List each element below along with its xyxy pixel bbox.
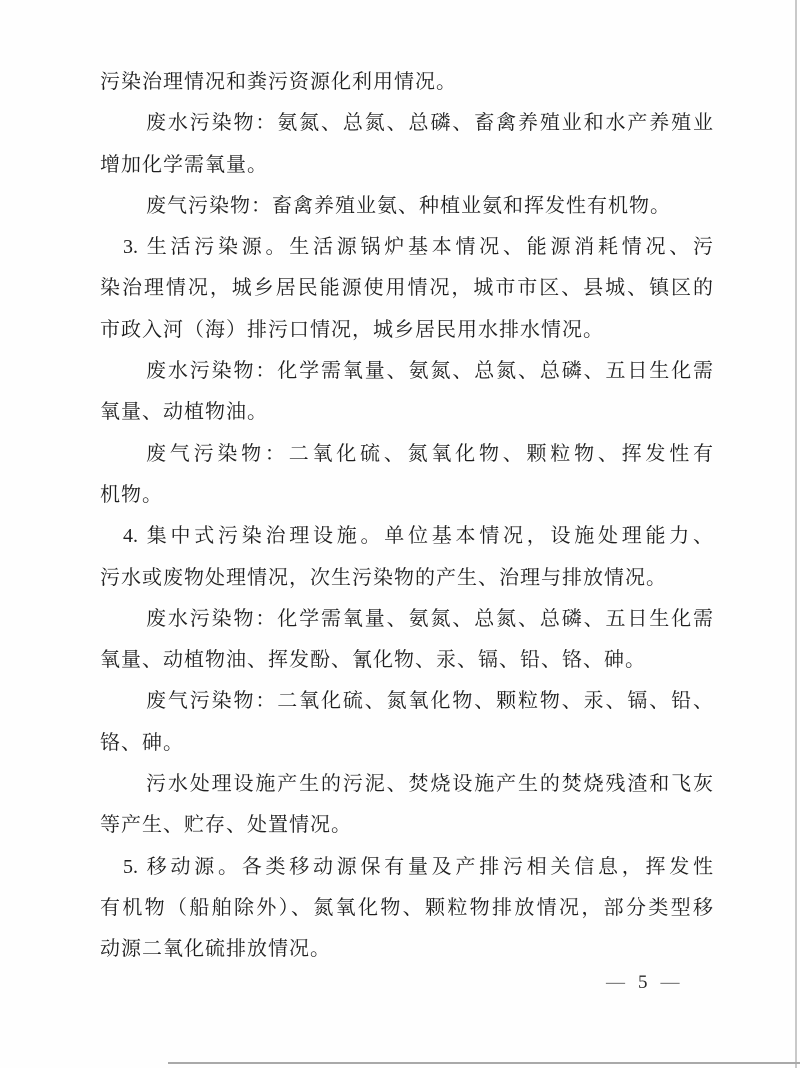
text-line: 氧量、动植物油。 [100, 401, 268, 424]
text-line: 废水污染物：化学需氧量、氨氮、总氮、总磷、五日生化需 [146, 360, 713, 383]
document-body [100, 62, 713, 971]
footer-dash-left: — [606, 974, 625, 991]
text-line: 市政入河（海）排污口情况，城乡居民用水排水情况。 [100, 318, 604, 341]
scan-edge-bottom [168, 1062, 800, 1064]
text-line: 污水处理设施产生的污泥、焚烧设施产生的焚烧残渣和飞灰 [146, 773, 713, 796]
text-line: 污水或废物处理情况，次生污染物的产生、治理与排放情况。 [100, 566, 667, 589]
text-line: 机物。 [100, 483, 163, 506]
text-line: 氧量、动植物油、挥发酚、氰化物、汞、镉、铅、铬、砷。 [100, 649, 646, 672]
text-line: 有机物（船舶除外）、氮氧化物、颗粒物排放情况，部分类型移 [100, 896, 713, 919]
text-line: 废水污染物：化学需氧量、氨氮、总氮、总磷、五日生化需 [146, 607, 713, 630]
text-line: 等产生、贮存、处置情况。 [100, 814, 352, 837]
text-line: 5. 移动源。各类移动源保有量及产排污相关信息，挥发性 [123, 855, 713, 878]
text-line: 废气污染物：二氧化硫、氮氧化物、颗粒物、汞、镉、铅、 [146, 690, 713, 713]
page-number: 5 [638, 972, 648, 993]
text-line: 染治理情况，城乡居民能源使用情况，城市市区、县城、镇区的 [100, 277, 713, 300]
text-line: 废气污染物：畜禽养殖业氨、种植业氨和挥发性有机物。 [146, 194, 671, 217]
page-footer [606, 972, 680, 994]
footer-dash-right: — [660, 974, 680, 991]
text-line: 增加化学需氧量。 [100, 153, 268, 176]
text-line: 废气污染物：二氧化硫、氮氧化物、颗粒物、挥发性有 [146, 442, 713, 465]
text-line: 动源二氧化硫排放情况。 [100, 938, 331, 961]
text-line: 4. 集中式污染治理设施。单位基本情况，设施处理能力、 [123, 525, 713, 548]
text-line: 废水污染物：氨氮、总氮、总磷、畜禽养殖业和水产养殖业 [146, 112, 713, 135]
text-line: 污染治理情况和粪污资源化利用情况。 [100, 71, 457, 93]
scan-edge-right [795, 0, 797, 1068]
text-line: 3. 生活污染源。生活源锅炉基本情况、能源消耗情况、污 [123, 236, 713, 259]
text-line: 铬、砷。 [100, 731, 184, 754]
